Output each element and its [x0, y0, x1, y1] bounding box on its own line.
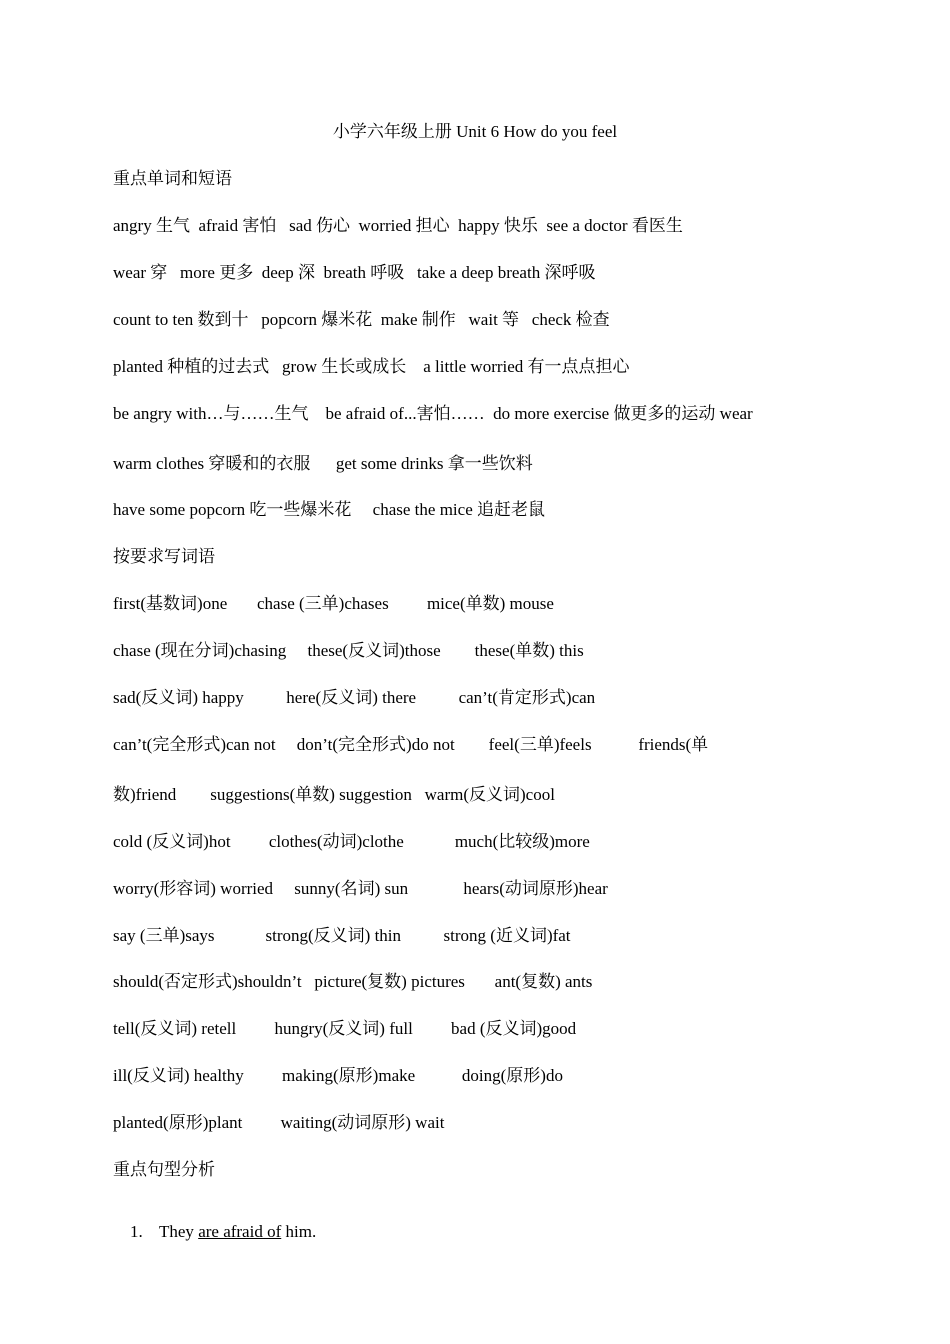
- sentence-text: They: [159, 1222, 199, 1241]
- word-form-line: worry(形容词) worried sunny(名词) sun hears(动词原形)hear: [113, 879, 608, 898]
- word-form-line: sad(反义词) happy here(反义词) there can’t(肯定形式)can: [113, 688, 596, 707]
- document-title: 小学六年级上册 Unit 6 How do you feel: [332, 122, 618, 141]
- vocab-line: wear 穿 more 更多 deep 深 breath 呼吸 take a deep breath 深呼吸: [113, 263, 596, 282]
- sentence-text: him.: [281, 1222, 317, 1241]
- word-form-line: cold (反义词)hot clothes(动词)clothe much(比较级)more: [113, 832, 590, 851]
- word-form-line: should(否定形式)shouldn’t picture(复数) pictures ant(复数) ants: [113, 972, 593, 991]
- word-form-line: tell(反义词) retell hungry(反义词) full bad (反义词)good: [113, 1019, 577, 1038]
- vocab-line: be angry with…与……生气 be afraid of...害怕…… do more exercise 做更多的运动 wear: [113, 404, 753, 423]
- vocab-line: warm clothes 穿暖和的衣服 get some drinks 拿一些饮料: [113, 454, 533, 473]
- vocab-line: planted 种植的过去式 grow 生长或成长 a little worried 有一点点担心: [113, 357, 630, 376]
- vocab-line: have some popcorn 吃一些爆米花 chase the mice 追赶老鼠: [113, 500, 545, 519]
- underlined-phrase: are afraid of: [198, 1222, 282, 1241]
- sentence-number: 1.: [130, 1222, 143, 1241]
- sentence-item: [113, 1202, 316, 1262]
- vocab-line: count to ten 数到十 popcorn 爆米花 make 制作 wait 等 check 检查: [113, 310, 610, 329]
- word-form-line: say (三单)says strong(反义词) thin strong (近义词)fat: [113, 926, 571, 945]
- word-form-line: planted(原形)plant waiting(动词原形) wait: [113, 1113, 445, 1132]
- heading-sentence-analysis: 重点句型分析: [113, 1160, 215, 1179]
- word-form-line: ill(反义词) healthy making(原形)make doing(原形)do: [113, 1066, 563, 1085]
- vocab-line: angry 生气 afraid 害怕 sad 伤心 worried 担心 happy 快乐 see a doctor 看医生: [113, 216, 683, 235]
- heading-key-words: 重点单词和短语: [113, 169, 232, 188]
- word-form-line: 数)friend suggestions(单数) suggestion warm(反义词)cool: [113, 785, 555, 804]
- heading-word-forms: 按要求写词语: [113, 547, 215, 566]
- word-form-line: can’t(完全形式)can not don’t(完全形式)do not feel(三单)feels friends(单: [113, 735, 709, 754]
- word-form-line: first(基数词)one chase (三单)chases mice(单数) mouse: [113, 594, 554, 613]
- word-form-line: chase (现在分词)chasing these(反义词)those these(单数) this: [113, 641, 584, 660]
